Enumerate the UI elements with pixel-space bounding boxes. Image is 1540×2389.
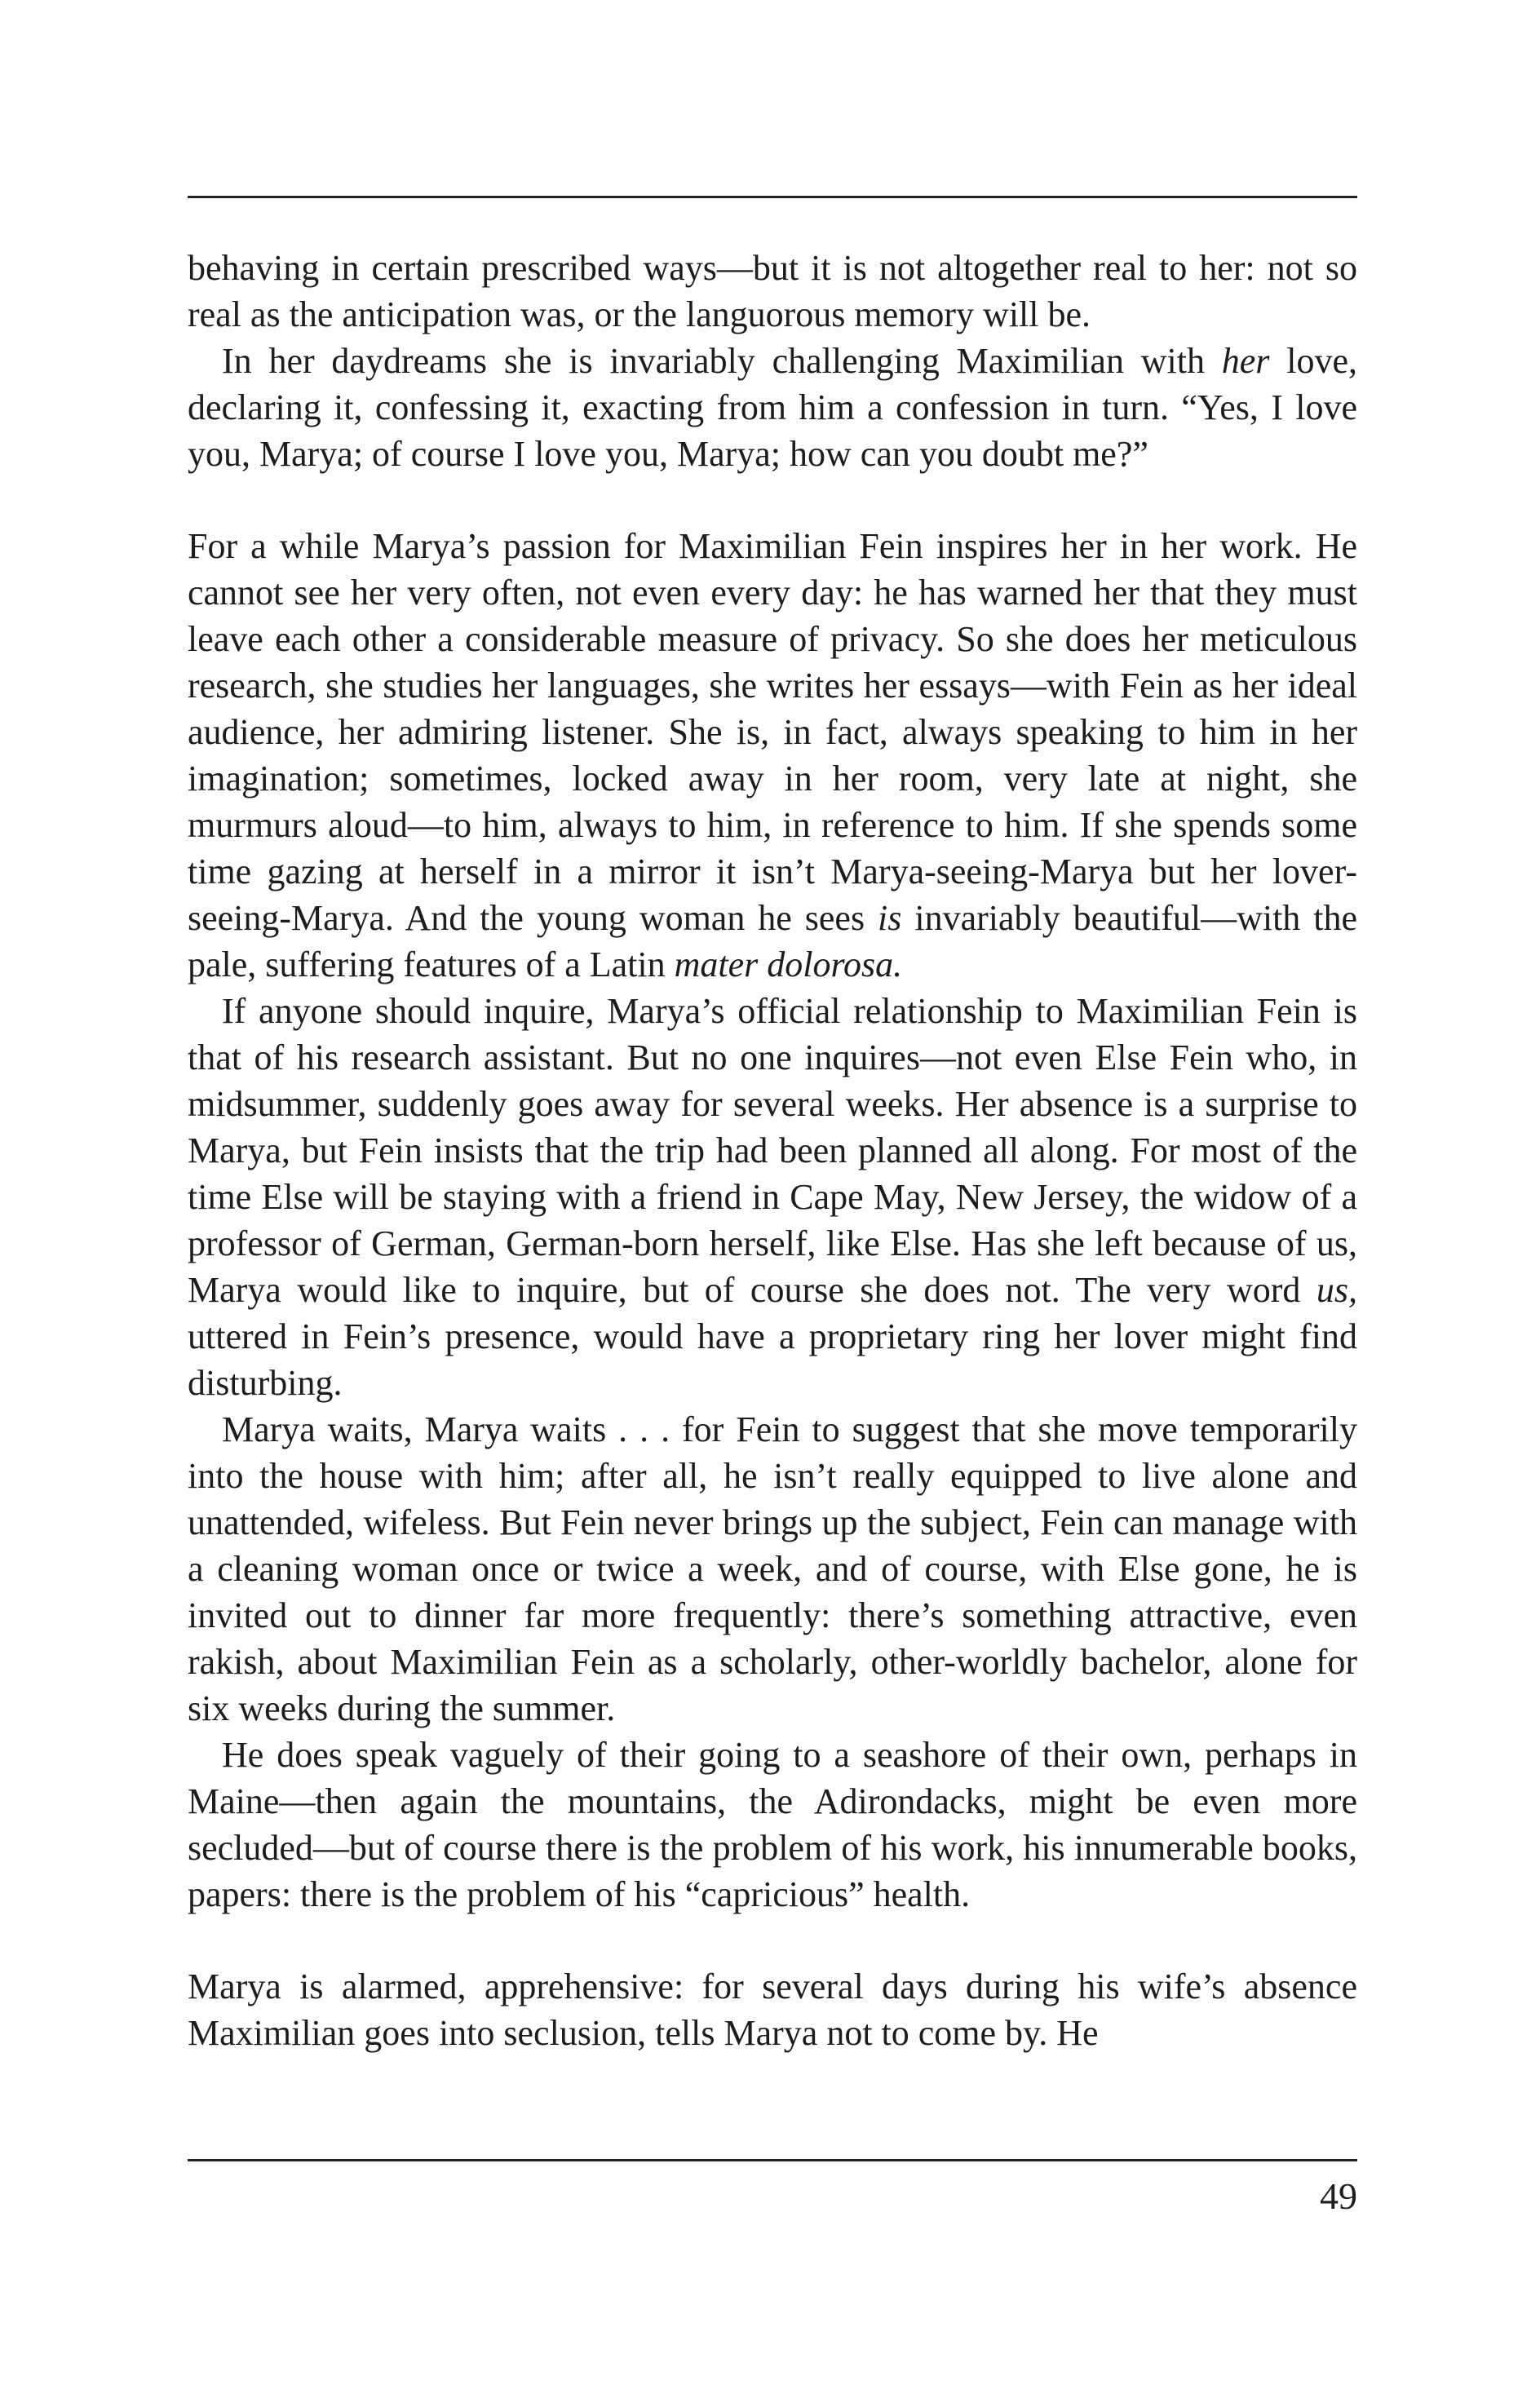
paragraph-continued: behaving in certain prescribed ways—but it is not altogether real to her: not so real as the anticipation was, or the languorous memory will be. bbox=[188, 248, 1357, 334]
footer-rule bbox=[188, 2159, 1357, 2161]
page-number: 49 bbox=[1320, 2175, 1357, 2217]
section-break bbox=[188, 1918, 1357, 1963]
page-body bbox=[188, 245, 1357, 2056]
paragraph-seashore: He does speak vaguely of their going to a seashore of their own, perhaps in Maine—then again the mountains, the Adirondacks, might be even more secluded—but of course there is the problem of his work, his innumerable books, papers: there is the problem of his “capricious” health. bbox=[188, 1735, 1357, 1914]
italic-her: her bbox=[1221, 341, 1270, 381]
paragraph-research-assistant: If anyone should inquire, Marya’s official relationship to Maximilian Fein is that of his research assistant. But no one inquires—not even Else Fein who, in midsummer, suddenly goes away for several weeks. Her absence is a surprise to Marya, but Fein insists that the trip had been planned all along. For most of the time Else will be staying with a friend in Cape May, New Jersey, the widow of a professor of German, German-born herself, like Else. Has she left because of us, Marya would like to inquire, but of course she does not. The very word us, uttered in Fein’s presence, would have a proprietary ring her lover might find disturbing. bbox=[188, 991, 1357, 1403]
italic-is: is bbox=[878, 898, 902, 938]
section-break bbox=[188, 477, 1357, 523]
paragraph-alarmed: Marya is alarmed, apprehensive: for several days during his wife’s absence Maximilian goes into seclusion, tells Marya not to come by. He bbox=[188, 1967, 1357, 2053]
italic-us: us, bbox=[1316, 1270, 1357, 1310]
paragraph-marya-waits: Marya waits, Marya waits . . . for Fein to suggest that she move temporarily into the house with him; after all, he isn’t really equipped to live alone and unattended, wifeless. But Fein never brings up the subject, Fein can manage with a cleaning woman once or twice a week, and of course, with Else gone, he is invited out to dinner far more frequently: there’s something attractive, even rakish, about Maximilian Fein as a scholarly, other-worldly bachelor, alone for six weeks during the summer. bbox=[188, 1409, 1357, 1728]
paragraph-passion: For a while Marya’s passion for Maximilian Fein inspires her in her work. He cannot see her very often, not even every day: he has warned her that they must leave each other a considerable measure of privacy. So she does her meticulous research, she studies her languages, she writes her essays—with Fein as her ideal audience, her admiring listener. She is, in fact, always speaking to him in her imagination; sometimes, locked away in her room, very late at night, she murmurs aloud—to him, always to him, in reference to him. If she spends some time gazing at herself in a mirror it isn’t Marya-seeing-Marya but her lover-seeing-Marya. And the young woman he sees is invariably beautiful—with the pale, suffering features of a Latin mater dolorosa. bbox=[188, 526, 1357, 984]
paragraph-daydreams: In her daydreams she is invariably challenging Maximilian with her love, declaring it, confessing it, exacting from him a confession in turn. “Yes, I love you, Marya; of course I love you, Marya; how can you doubt me?” bbox=[188, 341, 1357, 474]
header-rule bbox=[188, 196, 1357, 198]
italic-mater-dolorosa: mater dolorosa. bbox=[674, 945, 903, 984]
